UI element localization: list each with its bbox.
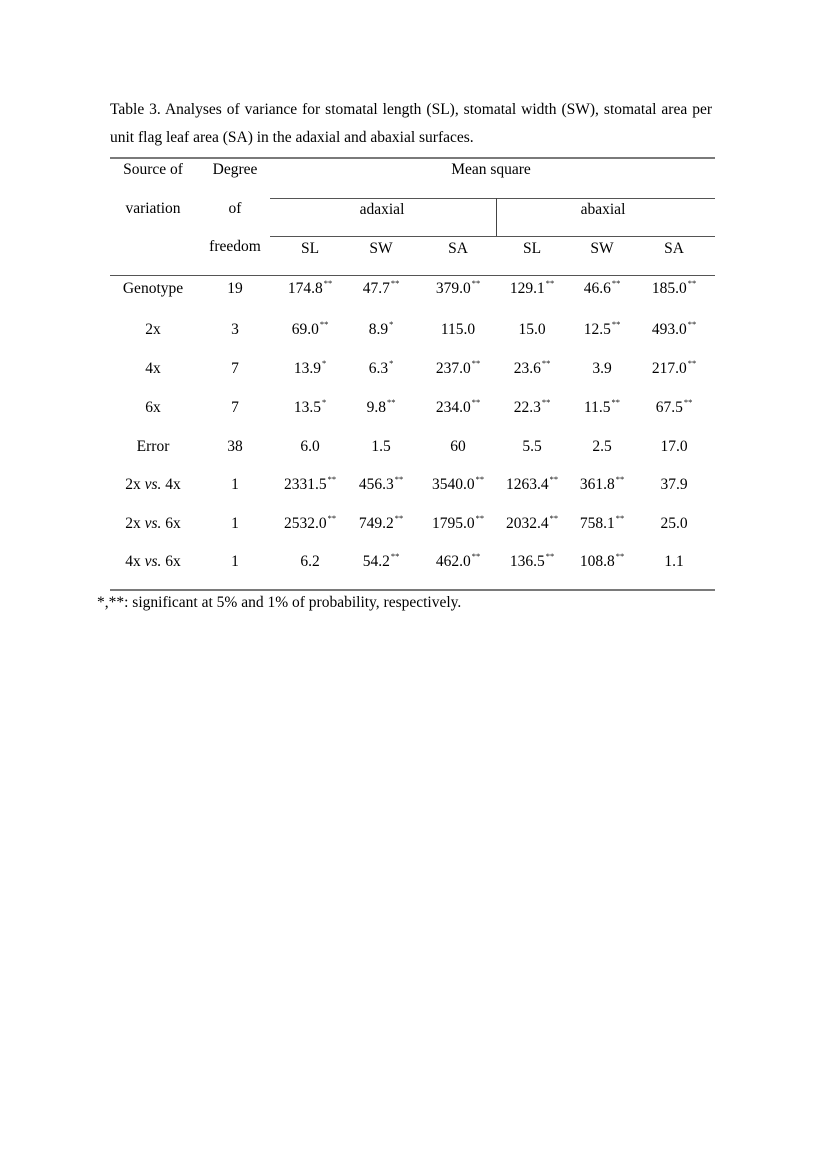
significance-marker: ** bbox=[327, 474, 337, 484]
value-cell bbox=[514, 398, 551, 419]
significance-marker: ** bbox=[615, 513, 625, 523]
value-number: 136.5 bbox=[509, 553, 545, 570]
value-number: 12.5 bbox=[583, 321, 611, 338]
row-source bbox=[125, 514, 181, 534]
significance-marker: ** bbox=[687, 358, 697, 368]
value-cell bbox=[371, 437, 390, 457]
value-cell bbox=[450, 437, 466, 457]
value-cell bbox=[518, 320, 545, 340]
value-number: 456.3 bbox=[358, 476, 394, 493]
source-part: 2x bbox=[125, 476, 145, 493]
significance-marker: ** bbox=[687, 278, 697, 288]
value-number: 23.6 bbox=[513, 360, 541, 377]
source-part: 2x bbox=[125, 515, 145, 532]
significance-marker: ** bbox=[549, 474, 559, 484]
row-source: 6x bbox=[145, 399, 161, 416]
significance-marker: ** bbox=[390, 551, 400, 561]
value-cell bbox=[514, 359, 551, 380]
significance-marker: ** bbox=[475, 513, 485, 523]
value-cell bbox=[367, 398, 396, 419]
value-cell bbox=[284, 514, 336, 535]
value-number: 758.1 bbox=[579, 515, 615, 532]
value-number: 1.5 bbox=[371, 438, 391, 455]
value-number: 69.0 bbox=[291, 321, 319, 338]
column-header-sl: SL bbox=[300, 240, 320, 257]
value-number: 6.0 bbox=[300, 438, 320, 455]
row-df: 7 bbox=[231, 399, 239, 416]
value-cell bbox=[363, 552, 400, 573]
table-top-rule bbox=[110, 157, 715, 159]
value-number: 13.5 bbox=[293, 399, 321, 416]
value-number: 54.2 bbox=[362, 553, 390, 570]
significance-marker: ** bbox=[471, 278, 481, 288]
row-df: 7 bbox=[231, 360, 239, 377]
vs-italic: vs. bbox=[144, 553, 162, 570]
value-cell bbox=[436, 398, 480, 419]
significance-marker: ** bbox=[394, 513, 404, 523]
value-number: 234.0 bbox=[435, 399, 471, 416]
value-cell bbox=[652, 279, 696, 300]
row-df: 3 bbox=[231, 321, 239, 338]
value-cell bbox=[506, 475, 558, 496]
value-cell bbox=[288, 279, 332, 300]
significance-marker: ** bbox=[541, 397, 551, 407]
value-number: 37.9 bbox=[660, 476, 688, 493]
value-number: 2032.4 bbox=[505, 515, 549, 532]
value-cell bbox=[584, 279, 621, 300]
row-df: 38 bbox=[227, 438, 243, 455]
significance-marker: ** bbox=[611, 397, 621, 407]
significance-marker: ** bbox=[545, 278, 555, 288]
significance-marker: * bbox=[321, 397, 327, 407]
column-header-sa: SA bbox=[664, 240, 684, 257]
value-cell bbox=[506, 514, 558, 535]
value-cell bbox=[510, 279, 554, 300]
row-df: 1 bbox=[231, 476, 239, 493]
source-part: 4x bbox=[161, 476, 181, 493]
value-number: 3540.0 bbox=[431, 476, 475, 493]
significance-marker: ** bbox=[471, 551, 481, 561]
value-cell bbox=[300, 552, 319, 572]
header-df-line-2: of bbox=[228, 200, 242, 217]
row-source: 4x bbox=[145, 360, 161, 377]
value-cell bbox=[369, 320, 394, 341]
significance-marker: ** bbox=[615, 551, 625, 561]
table-footnote: *,**: significant at 5% and 1% of probability, respectively. bbox=[97, 594, 462, 611]
surface-rule bbox=[270, 236, 715, 237]
significance-marker: ** bbox=[323, 278, 333, 288]
row-source: Genotype bbox=[122, 280, 184, 297]
value-cell bbox=[441, 320, 475, 340]
header-source-line-2: variation bbox=[125, 200, 181, 217]
significance-marker: ** bbox=[471, 397, 481, 407]
value-number: 2331.5 bbox=[283, 476, 327, 493]
value-number: 67.5 bbox=[655, 399, 683, 416]
vs-italic: vs. bbox=[144, 476, 162, 493]
value-number: 749.2 bbox=[358, 515, 394, 532]
value-cell bbox=[369, 359, 394, 380]
source-part: 6x bbox=[161, 515, 181, 532]
value-number: 47.7 bbox=[362, 280, 390, 297]
value-cell bbox=[660, 437, 687, 457]
value-number: 115.0 bbox=[440, 321, 476, 338]
significance-marker: ** bbox=[687, 319, 697, 329]
significance-marker: * bbox=[389, 319, 394, 329]
value-number: 493.0 bbox=[651, 321, 687, 338]
value-cell bbox=[292, 320, 329, 341]
value-cell bbox=[584, 398, 620, 419]
header-bottom-rule bbox=[110, 275, 715, 276]
value-number: 129.1 bbox=[509, 280, 545, 297]
significance-marker: ** bbox=[475, 474, 485, 484]
value-cell bbox=[300, 437, 319, 457]
value-number: 108.8 bbox=[579, 553, 615, 570]
value-number: 8.9 bbox=[368, 321, 389, 338]
significance-marker: ** bbox=[471, 358, 481, 368]
value-cell bbox=[432, 514, 484, 535]
value-cell bbox=[436, 279, 480, 300]
significance-marker: ** bbox=[541, 358, 551, 368]
column-header-sw: SW bbox=[590, 240, 614, 257]
value-cell bbox=[363, 279, 400, 300]
row-source bbox=[125, 552, 181, 572]
value-cell bbox=[660, 475, 687, 495]
significance-marker: ** bbox=[683, 397, 693, 407]
table-caption: Table 3. Analyses of variance for stomatal length (SL), stomatal width (SW), stomatal area per unit flag leaf area (SA) in the adaxial and abaxial surfaces. bbox=[110, 101, 712, 146]
value-number: 462.0 bbox=[435, 553, 471, 570]
value-cell bbox=[656, 398, 693, 419]
value-number: 1263.4 bbox=[505, 476, 549, 493]
value-cell bbox=[584, 320, 621, 341]
row-source: 2x bbox=[145, 321, 161, 338]
value-cell bbox=[359, 475, 403, 496]
column-header-sl: SL bbox=[522, 240, 542, 257]
header-source-line-1: Source of bbox=[123, 161, 183, 178]
header-abaxial: abaxial bbox=[580, 201, 626, 218]
value-cell bbox=[660, 514, 687, 534]
value-cell bbox=[580, 475, 624, 496]
row-df: 1 bbox=[231, 553, 239, 570]
row-source: Error bbox=[136, 438, 170, 455]
value-cell bbox=[284, 475, 336, 496]
value-number: 5.5 bbox=[522, 438, 542, 455]
significance-marker: ** bbox=[394, 474, 404, 484]
value-cell bbox=[664, 552, 683, 572]
significance-marker: ** bbox=[327, 513, 337, 523]
value-cell bbox=[359, 514, 403, 535]
header-mean-square: Mean square bbox=[451, 161, 531, 178]
significance-marker: ** bbox=[386, 397, 396, 407]
value-number: 361.8 bbox=[579, 476, 615, 493]
value-cell bbox=[592, 437, 611, 457]
value-cell bbox=[294, 359, 326, 380]
column-header-sa: SA bbox=[448, 240, 468, 257]
value-cell bbox=[432, 475, 484, 496]
header-df-line-1: Degree bbox=[212, 161, 258, 178]
value-number: 9.8 bbox=[366, 399, 386, 416]
significance-marker: ** bbox=[611, 319, 621, 329]
table-bottom-rule bbox=[110, 589, 715, 591]
row-source bbox=[125, 475, 181, 495]
significance-marker: * bbox=[389, 358, 394, 368]
value-number: 2.5 bbox=[592, 438, 612, 455]
significance-marker: ** bbox=[611, 278, 621, 288]
value-cell bbox=[592, 359, 611, 379]
value-number: 2532.0 bbox=[283, 515, 327, 532]
value-cell bbox=[522, 437, 541, 457]
value-cell bbox=[652, 320, 696, 341]
value-number: 15.0 bbox=[518, 321, 546, 338]
value-number: 185.0 bbox=[651, 280, 687, 297]
significance-marker: ** bbox=[549, 513, 559, 523]
value-cell bbox=[510, 552, 554, 573]
significance-marker: ** bbox=[545, 551, 555, 561]
row-df: 19 bbox=[227, 280, 243, 297]
value-number: 11.5 bbox=[583, 399, 611, 416]
value-number: 379.0 bbox=[435, 280, 471, 297]
value-number: 1795.0 bbox=[431, 515, 475, 532]
value-number: 25.0 bbox=[660, 515, 688, 532]
surface-divider bbox=[496, 198, 497, 236]
value-cell bbox=[436, 552, 480, 573]
source-part: 4x bbox=[125, 553, 145, 570]
value-cell bbox=[436, 359, 480, 380]
mean-square-rule bbox=[270, 198, 715, 199]
row-df: 1 bbox=[231, 515, 239, 532]
value-cell bbox=[294, 398, 326, 419]
value-cell bbox=[580, 552, 624, 573]
value-number: 6.2 bbox=[300, 553, 320, 570]
value-cell bbox=[652, 359, 696, 380]
header-adaxial: adaxial bbox=[359, 201, 405, 218]
significance-marker: ** bbox=[319, 319, 329, 329]
header-df-line-3: freedom bbox=[209, 238, 261, 255]
vs-italic: vs. bbox=[144, 515, 162, 532]
value-number: 13.9 bbox=[293, 360, 321, 377]
significance-marker: ** bbox=[615, 474, 625, 484]
value-number: 6.3 bbox=[368, 360, 389, 377]
significance-marker: ** bbox=[390, 278, 400, 288]
value-number: 3.9 bbox=[592, 360, 612, 377]
value-number: 60 bbox=[450, 438, 466, 455]
value-cell bbox=[580, 514, 624, 535]
value-number: 1.1 bbox=[664, 553, 684, 570]
column-header-sw: SW bbox=[369, 240, 393, 257]
source-part: 6x bbox=[161, 553, 181, 570]
value-number: 17.0 bbox=[660, 438, 688, 455]
value-number: 174.8 bbox=[287, 280, 323, 297]
value-number: 22.3 bbox=[513, 399, 541, 416]
significance-marker: * bbox=[321, 358, 327, 368]
value-number: 46.6 bbox=[583, 280, 611, 297]
value-number: 237.0 bbox=[435, 360, 471, 377]
value-number: 217.0 bbox=[651, 360, 687, 377]
